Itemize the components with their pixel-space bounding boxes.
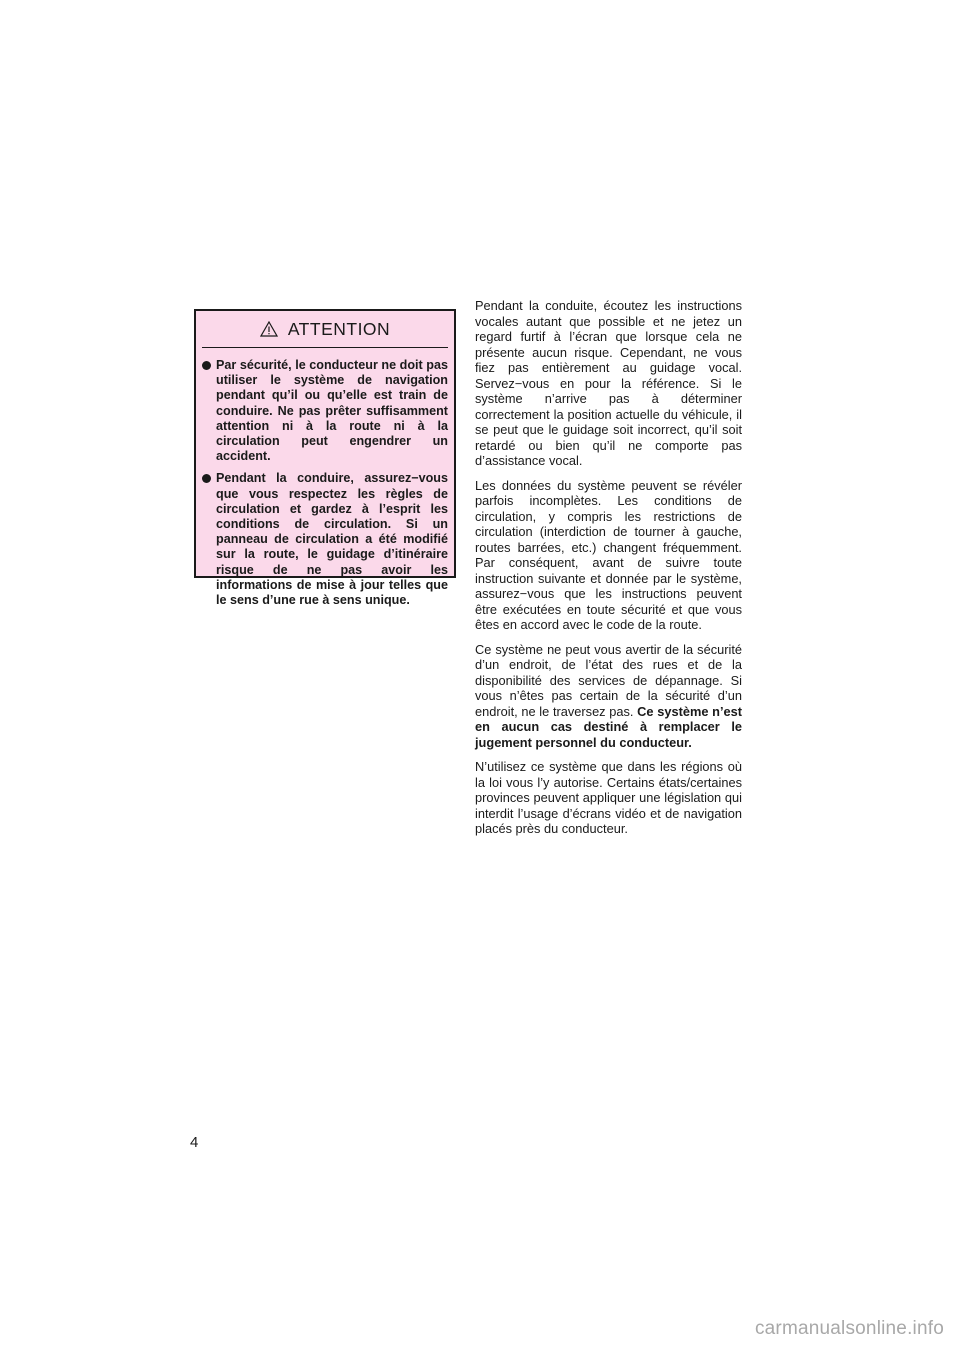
warning-triangle-icon bbox=[260, 321, 278, 337]
body-paragraph bbox=[475, 642, 742, 751]
body-paragraph-text: Ce système ne peut vous avertir de la sécurité d’un endroit, de l’état des rues et de la disponibilité des services de dépannage. Si vous n’êtes pas certain de la sécurité d’un endroit, ne le traversez pas. bbox=[475, 641, 742, 719]
body-paragraph: Pendant la conduite, écoutez les instructions vocales autant que possible et ne jetez un regard furtif à l’écran que lorsque cela ne présente aucun risque. Cependant, ne vous fiez pas entièrement au guidage vocal. Servez−vous en pour la référence. Si le système n’arrive pas à déterminer correctement la position actuelle du véhicule, il se peut que le guidage soit incorrect, qu’il soit retardé ou bien qu’il ne comporte pas d’assistance vocal. bbox=[475, 298, 742, 468]
body-paragraph: N’utilisez ce système que dans les régions où la loi vous l’y autorise. Certains états/certaines provinces peuvent appliquer une législation qui interdit l’usage d’écrans vidéo et de navigation placés près du conducteur. bbox=[475, 759, 742, 836]
bullet-icon bbox=[202, 361, 211, 370]
page-number: 4 bbox=[190, 1134, 199, 1151]
body-paragraph: Les données du système peuvent se révéler parfois incomplètes. Les conditions de circulation, y compris les restrictions de circulation (interdiction de tourner à gauche, routes barrées, etc.) changent fréquemment. Par conséquent, avant de suivre toute instruction suivante et donnée par le système, assurez−vous que les instructions peuvent être exécutées en toute sécurité et que vous êtes en accord avec le code de la route. bbox=[475, 477, 742, 632]
body-text-column bbox=[475, 298, 742, 846]
attention-header bbox=[202, 311, 448, 348]
attention-title: ATTENTION bbox=[287, 318, 391, 339]
body-paragraph-bold-text: Ce système n’est en aucun cas destiné à remplacer le jugement personnel du conducteur. bbox=[475, 703, 743, 750]
attention-item-text: Pendant la conduire, assurez−vous que vous respectez les règles de circulation et gardez à l’esprit les conditions de circulation. Si un panneau de circulation a été modifié sur la route, le guidage d’itinéraire risque de ne pas avoir les informations de mise à jour telles que le sens d’une rue à sens unique. bbox=[216, 471, 448, 608]
attention-warning-box bbox=[194, 309, 456, 608]
watermark: carmanualsonline.info bbox=[754, 1318, 944, 1339]
attention-item-text: Par sécurité, le conducteur ne doit pas utiliser le système de navigation pendant qu’il ou qu’elle est train de conduire. Ne pas prêter suffisamment attention ni à la route ni à la circulation peut engendrer un accident. bbox=[216, 358, 448, 464]
bullet-icon bbox=[202, 474, 211, 483]
attention-list bbox=[196, 348, 454, 608]
attention-item bbox=[202, 358, 448, 464]
attention-item bbox=[202, 471, 448, 608]
